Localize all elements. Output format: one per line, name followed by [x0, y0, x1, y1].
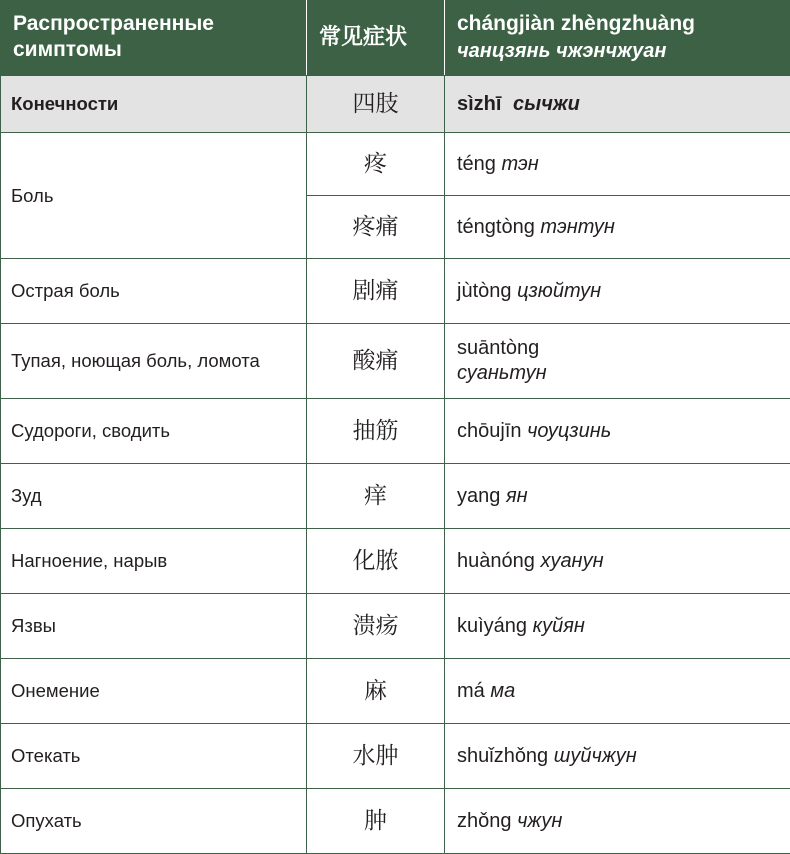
header-cyrillic-text: чанцзянь чжэнчжуан — [457, 39, 778, 63]
cell-pinyin — [445, 529, 790, 594]
cell-pinyin — [445, 324, 790, 399]
section-row — [1, 76, 790, 133]
cell-chinese: 疼 — [307, 133, 445, 196]
cell-cyrillic-text: тэнтун — [540, 216, 615, 238]
cell-cyrillic-text: цзюйтун — [517, 280, 601, 302]
cell-chinese: 酸痛 — [307, 324, 445, 399]
cell-chinese: 溃疡 — [307, 594, 445, 659]
cell-cyrillic-text: хуанун — [540, 550, 603, 572]
cell-chinese: 剧痛 — [307, 259, 445, 324]
cell-cyrillic-text: тэн — [502, 153, 539, 175]
cell-pinyin — [445, 133, 790, 196]
cell-russian: Онемение — [1, 659, 307, 724]
cell-pinyin-text: shuǐzhǒng — [457, 745, 548, 767]
section-pinyin-text: sìzhī — [457, 93, 501, 115]
cell-chinese: 肿 — [307, 789, 445, 854]
header-russian: Распространенные симптомы — [1, 1, 307, 76]
header-pinyin — [445, 1, 790, 76]
cell-russian: Опухать — [1, 789, 307, 854]
table-body — [1, 76, 790, 854]
header-chinese: 常见症状 — [307, 1, 445, 76]
cell-russian: Язвы — [1, 594, 307, 659]
cell-pinyin-text: suāntòng — [457, 337, 539, 359]
table-row — [1, 529, 790, 594]
table-row — [1, 324, 790, 399]
section-cyrillic-text: сычжи — [507, 93, 580, 115]
cell-russian: Острая боль — [1, 259, 307, 324]
table-header-row — [1, 1, 790, 76]
table-row — [1, 789, 790, 854]
cell-cyrillic-text: куйян — [533, 615, 585, 637]
cell-cyrillic-text: ма — [490, 680, 515, 702]
header-pinyin-text: chángjiàn zhèngzhuàng — [457, 12, 695, 35]
cell-pinyin — [445, 259, 790, 324]
cell-russian: Боль — [1, 133, 307, 259]
cell-pinyin — [445, 196, 790, 259]
table-row — [1, 724, 790, 789]
cell-chinese: 麻 — [307, 659, 445, 724]
cell-russian: Зуд — [1, 464, 307, 529]
cell-cyrillic-text: суаньтун — [457, 361, 780, 386]
cell-pinyin-text: huànóng — [457, 550, 535, 572]
section-russian: Конечности — [1, 76, 307, 133]
section-pinyin — [445, 76, 790, 133]
cell-cyrillic-text: ян — [506, 485, 528, 507]
table-row — [1, 594, 790, 659]
cell-chinese: 痒 — [307, 464, 445, 529]
cell-cyrillic-text: чоуцзинь — [527, 420, 611, 442]
cell-russian: Тупая, ноющая боль, ломота — [1, 324, 307, 399]
cell-chinese: 化脓 — [307, 529, 445, 594]
table-row — [1, 464, 790, 529]
cell-pinyin-text: zhǒng — [457, 810, 512, 832]
cell-pinyin-text: má — [457, 680, 485, 702]
cell-cyrillic-text: шуйчжун — [554, 745, 637, 767]
table-row — [1, 259, 790, 324]
cell-pinyin — [445, 399, 790, 464]
cell-russian: Отекать — [1, 724, 307, 789]
cell-pinyin — [445, 724, 790, 789]
cell-pinyin — [445, 594, 790, 659]
cell-chinese: 水肿 — [307, 724, 445, 789]
cell-pinyin-text: yang — [457, 485, 500, 507]
cell-pinyin-text: téng — [457, 153, 496, 175]
table-row — [1, 133, 790, 196]
cell-pinyin-text: chōujīn — [457, 420, 522, 442]
cell-russian: Судороги, сводить — [1, 399, 307, 464]
cell-pinyin — [445, 464, 790, 529]
table-row — [1, 659, 790, 724]
cell-pinyin — [445, 659, 790, 724]
cell-cyrillic-text: чжун — [517, 810, 562, 832]
cell-chinese: 疼痛 — [307, 196, 445, 259]
cell-pinyin-text: téngtòng — [457, 216, 535, 238]
section-chinese: 四肢 — [307, 76, 445, 133]
cell-pinyin — [445, 789, 790, 854]
cell-russian: Нагноение, нарыв — [1, 529, 307, 594]
table-row — [1, 399, 790, 464]
cell-pinyin-text: kuìyáng — [457, 615, 527, 637]
cell-pinyin-text: jùtòng — [457, 280, 512, 302]
cell-chinese: 抽筋 — [307, 399, 445, 464]
